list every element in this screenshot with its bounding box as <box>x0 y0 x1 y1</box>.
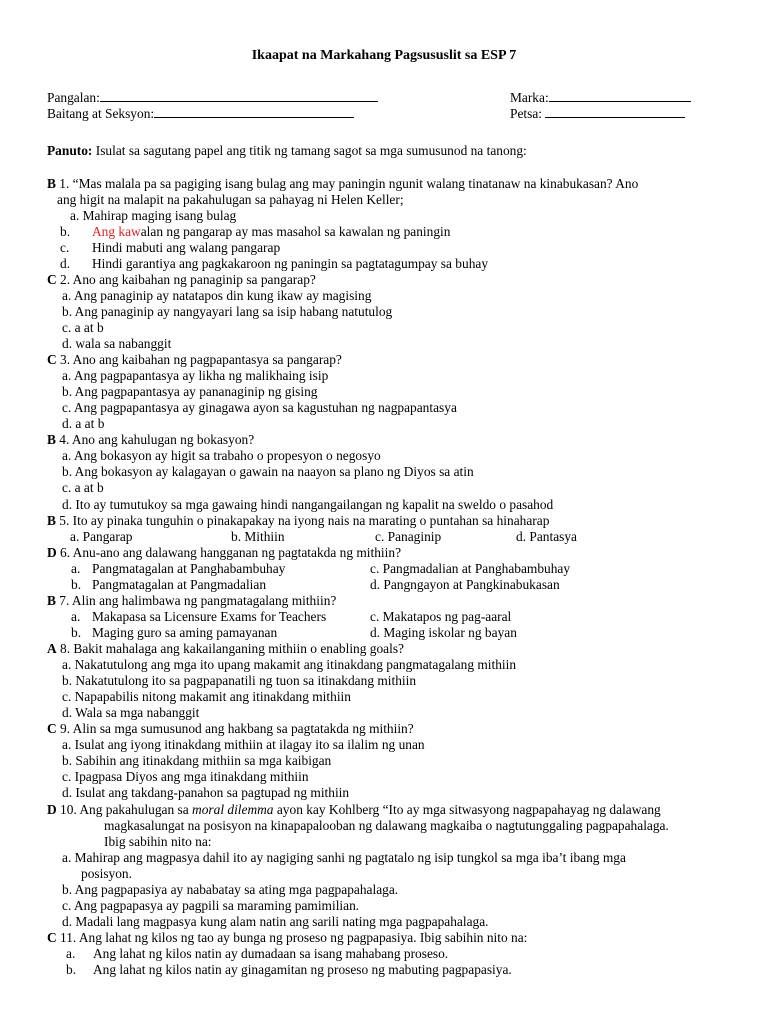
score-blank[interactable] <box>549 88 691 102</box>
question-3 <box>47 352 342 368</box>
name-blank[interactable] <box>100 88 378 102</box>
question-5 <box>47 513 549 529</box>
option-11b-text: Ang lahat ng kilos natin ay ginagamitan ng proseso ng mabuting pagpapasiya. <box>93 962 512 977</box>
question-10-text-pre: 10. Ang pakahulugan sa <box>56 802 193 817</box>
option-3c: c. Ang pagpapantasya ay ginagawa ayon sa kagustuhan ng nagpapantasya <box>62 400 457 415</box>
date-label: Petsa: <box>510 106 546 121</box>
question-2 <box>47 272 316 288</box>
option-8b: b. Nakatutulong ito sa pagpapanatili ng tuon sa itinakdang mithiin <box>62 673 417 688</box>
option-9a: a. Isulat ang iyong itinakdang mithiin at ilagay ito sa ilalim ng unan <box>62 737 425 752</box>
option-2c: c. a at b <box>62 320 104 335</box>
option-9c: c. Ipagpasa Diyos ang mga itinakdang mithiin <box>62 769 309 784</box>
option-11b-letter: b. <box>66 962 77 977</box>
option-10c: c. Ang pagpapasya ay pagpili sa maraming pamimilian. <box>62 898 360 913</box>
answer-4: B <box>47 432 56 447</box>
option-1a: a. Mahirap maging isang bulag <box>70 208 237 223</box>
option-2d: d. wala sa nabanggit <box>62 336 172 351</box>
score-label: Marka: <box>510 90 549 105</box>
option-1c-letter: c. <box>60 240 70 255</box>
option-5d: d. Pantasya <box>516 529 577 544</box>
question-10-continued-1: magkasalungat na posisyon na kinapapalooban ng dalawang magkaiba o nagtutunggaling pagpapahalaga. <box>104 818 669 833</box>
question-7 <box>47 593 336 609</box>
question-5-text: 5. Ito ay pinaka tunguhin o pinakapakay na iyong nais na marating o puntahan sa hinaharap <box>55 513 550 528</box>
answer-7: B <box>47 593 56 608</box>
option-1b-text: alan ng pangarap ay mas masahol sa kawalan ng paningin <box>140 224 451 239</box>
answer-9: C <box>47 721 57 736</box>
date-field[interactable] <box>510 104 685 122</box>
question-10-term: moral dilemma <box>192 802 274 817</box>
option-3a: a. Ang pagpapantasya ay likha ng malikhaing isip <box>62 368 329 383</box>
question-6 <box>47 545 401 561</box>
option-8d: d. Wala sa mga nabanggit <box>62 705 200 720</box>
answer-3: C <box>47 352 57 367</box>
option-7a-letter: a. <box>71 609 81 624</box>
question-10-text-post: ayon kay Kohlberg “Ito ay mga sitwasyong nagpapahayag ng dalawang <box>273 802 661 817</box>
question-6-text: 6. Anu-ano ang dalawang hangganan ng pagtatakda ng mithiin? <box>56 545 402 560</box>
instructions-label: Panuto: <box>47 143 93 158</box>
option-3d: d. a at b <box>62 416 105 431</box>
option-5c: c. Panaginip <box>375 529 442 544</box>
answer-8: A <box>47 641 57 656</box>
option-5b: b. Mithiin <box>231 529 285 544</box>
question-4 <box>47 432 254 448</box>
option-9d: d. Isulat ang takdang-panahon sa pagtupad ng mithiin <box>62 785 350 800</box>
option-4b: b. Ang bokasyon ay kalagayan o gawain na naayon sa plano ng Diyos sa atin <box>62 464 474 479</box>
section-field[interactable] <box>47 104 354 122</box>
section-blank[interactable] <box>154 104 354 118</box>
option-6b-letter: b. <box>71 577 82 592</box>
option-8a: a. Nakatutulong ang mga ito upang makamit ang itinakdang pangmatagalang mithiin <box>62 657 517 672</box>
question-10 <box>47 802 661 818</box>
answer-2: C <box>47 272 57 287</box>
question-11-text: 11. Ang lahat ng kilos ng tao ay bunga ng proseso ng pagpapasiya. Ibig sabihin nito na: <box>56 930 528 945</box>
question-4-text: 4. Ano ang kahulugan ng bokasyon? <box>55 432 255 447</box>
option-10d: d. Madali lang magpasya kung alam natin ang sarili nating mga pagpapahalaga. <box>62 914 489 929</box>
option-2a: a. Ang panaginip ay natatapos din kung ikaw ay magising <box>62 288 372 303</box>
section-label: Baitang at Seksyon: <box>47 106 155 121</box>
option-4a: a. Ang bokasyon ay higit sa trabaho o propesyon o negosyo <box>62 448 381 463</box>
option-6a-text: Pangmatagalan at Panghabambuhay <box>92 561 286 576</box>
option-8c: c. Napapabilis nitong makamit ang itinakdang mithiin <box>62 689 351 704</box>
question-1-text: 1. “Mas malala pa sa pagiging isang bulag ang may paningin ngunit walang tinatanaw na kinabukasan? Ano <box>55 176 639 191</box>
question-7-text: 7. Alin ang halimbawa ng pangmatagalang mithiin? <box>55 593 337 608</box>
option-7b-text: Maging guro sa aming pamayanan <box>92 625 278 640</box>
question-1-continued: ang higit na malapit na pakahulugan sa pahayag ni Helen Keller; <box>57 192 404 207</box>
option-1d-text: Hindi garantiya ang pagkakaroon ng paningin sa pagtatagumpay sa buhay <box>92 256 489 271</box>
option-1c-text: Hindi mabuti ang walang pangarap <box>92 240 281 255</box>
exam-title: Ikaapat na Markahang Pagsususlit sa ESP 7 <box>251 48 517 63</box>
option-5a: a. Pangarap <box>70 529 133 544</box>
option-4c: c. a at b <box>62 480 104 495</box>
question-10-continued-2: Ibig sabihin nito na: <box>104 834 212 849</box>
question-1 <box>47 176 638 192</box>
option-6b-text: Pangmatagalan at Pangmadalian <box>92 577 267 592</box>
option-10b: b. Ang pagpapasiya ay nababatay sa ating mga pagpapahalaga. <box>62 882 399 897</box>
answer-6: D <box>47 545 57 560</box>
option-7a-text: Makapasa sa Licensure Exams for Teachers <box>92 609 327 624</box>
question-9 <box>47 721 414 737</box>
option-10a-continued: posisyon. <box>81 866 132 881</box>
option-10a: a. Mahirap ang magpasya dahil ito ay nagiging sanhi ng pagtatalo ng isip tungkol sa mga iba’t ibang mga <box>62 850 626 865</box>
instructions <box>47 143 527 159</box>
question-8 <box>47 641 404 657</box>
answer-10: D <box>47 802 57 817</box>
option-1b-letter: b. <box>60 224 71 239</box>
answer-5: B <box>47 513 56 528</box>
option-11a-text: Ang lahat ng kilos natin ay dumadaan sa isang mahabang proseso. <box>93 946 449 961</box>
question-2-text: 2. Ano ang kaibahan ng panaginip sa pangarap? <box>56 272 316 287</box>
option-6c: c. Pangmadalian at Panghabambuhay <box>370 561 571 576</box>
option-1b-highlight: Ang kaw <box>92 224 141 239</box>
option-6d: d. Pangngayon at Pangkinabukasan <box>370 577 560 592</box>
question-3-text: 3. Ano ang kaibahan ng pagpapantasya sa pangarap? <box>56 352 342 367</box>
option-1d-letter: d. <box>60 256 71 271</box>
option-7b-letter: b. <box>71 625 82 640</box>
option-7c: c. Makatapos ng pag-aaral <box>370 609 512 624</box>
date-blank[interactable] <box>545 104 685 118</box>
question-9-text: 9. Alin sa mga sumusunod ang hakbang sa pagtatakda ng mithiin? <box>56 721 414 736</box>
option-11a-letter: a. <box>66 946 76 961</box>
name-label: Pangalan: <box>47 90 100 105</box>
answer-11: C <box>47 930 57 945</box>
answer-1: B <box>47 176 56 191</box>
question-8-text: 8. Bakit mahalaga ang kakailanganing mithiin o enabling goals? <box>56 641 404 656</box>
option-3b: b. Ang pagpapantasya ay pananaginip ng gising <box>62 384 318 399</box>
option-7d: d. Maging iskolar ng bayan <box>370 625 517 640</box>
option-6a-letter: a. <box>71 561 81 576</box>
option-9b: b. Sabihin ang itinakdang mithiin sa mga kaibigan <box>62 753 332 768</box>
option-2b: b. Ang panaginip ay nangyayari lang sa isip habang natutulog <box>62 304 393 319</box>
instructions-text: Isulat sa sagutang papel ang titik ng tamang sagot sa mga sumusunod na tanong: <box>92 143 527 158</box>
option-4d: d. Ito ay tumutukoy sa mga gawaing hindi nangangailangan ng kapalit na sweldo o pasahod <box>62 497 554 512</box>
question-11 <box>47 930 527 946</box>
